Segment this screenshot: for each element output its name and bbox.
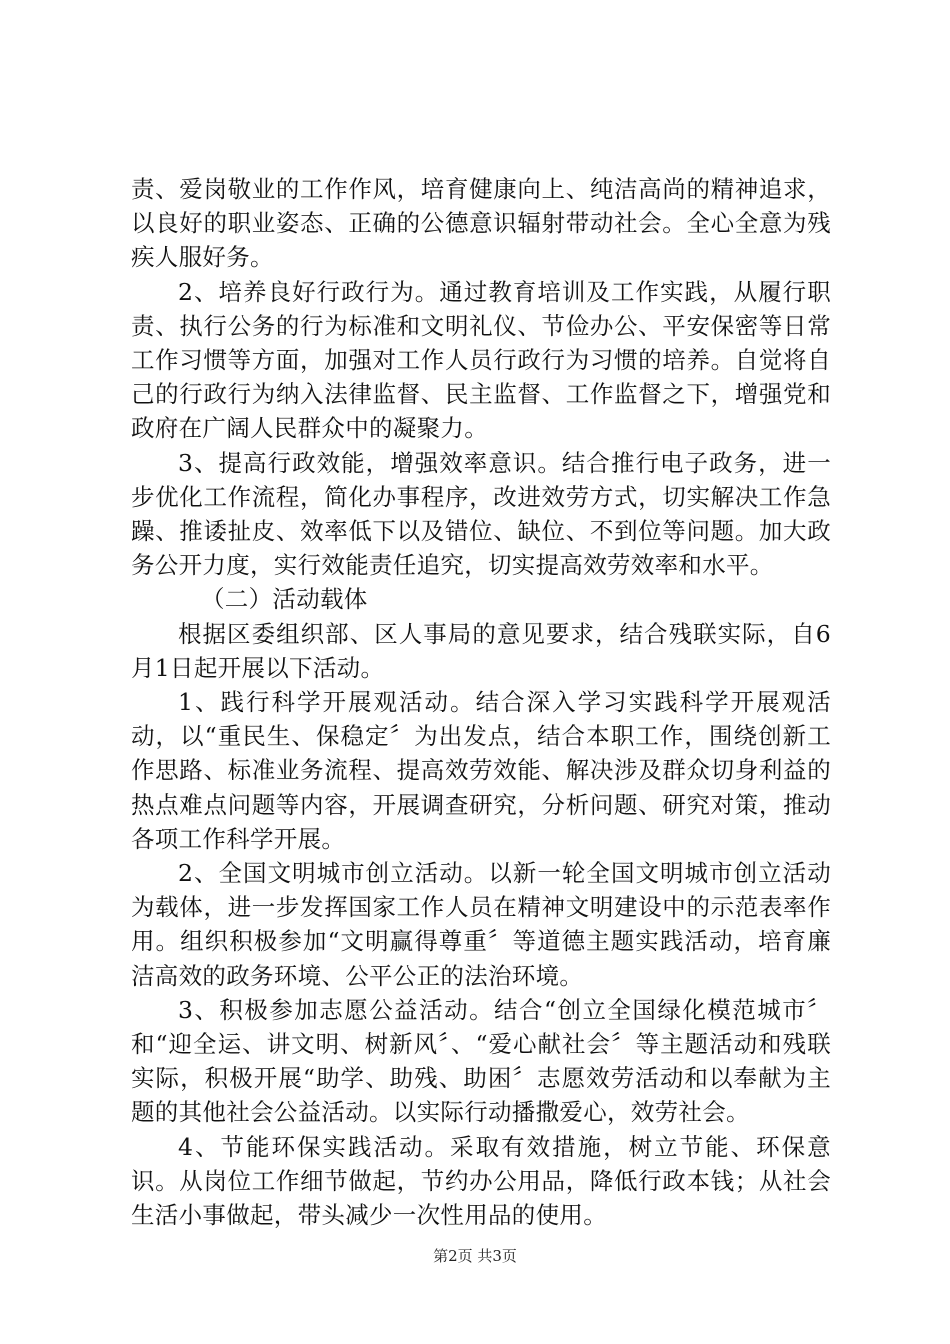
paragraph-item-3-efficiency: 3、提高行政效能，增强效率意识。结合推行电子政务，进一步优化工作流程，简化办事程序，改进效劳方式，切实解决工作急躁、推诿扯皮、效率低下以及错位、缺位、不到位等问题。加大政务公开力度，实行效能责任追究，切实提高效劳效率和水平。 bbox=[131, 448, 831, 580]
paragraph-activity-2: 2、全国文明城市创立活动。以新一轮全国文明城市创立活动为载体，进一步发挥国家工作人员在精神文明建设中的示范表率作用。组织积极参加“文明赢得尊重〞等道德主题实践活动，培育廉洁高效的政务环境、公平公正的法治环境。 bbox=[131, 859, 831, 990]
paragraph-item-2-admin-behavior: 2、培养良好行政行为。通过教育培训及工作实践，从履行职责、执行公务的行为标准和文明礼仪、节俭办公、平安保密等日常工作习惯等方面，加强对工作人员行政行为习惯的培养。自觉将自己的行政行为纳入法律监督、民主监督、工作监督之下，增强党和政府在广阔人民群众中的凝聚力。 bbox=[131, 277, 831, 443]
paragraph-intro: 根据区委组织部、区人事局的意见要求，结合残联实际，自6月1日起开展以下活动。 bbox=[131, 619, 831, 682]
paragraph-activity-3: 3、积极参加志愿公益活动。结合“创立全国绿化模范城市〞和“迎全运、讲文明、树新风〞、“爱心献社会〞等主题活动和残联实际，积极开展“助学、助残、助困〞志愿效劳活动和以奉献为主题的其他社会公益活动。以实际行动播撒爱心，效劳社会。 bbox=[131, 995, 831, 1127]
paragraph-activity-1: 1、践行科学开展观活动。结合深入学习实践科学开展观活动，以“重民生、保稳定〞为出发点，结合本职工作，围绕创新工作思路、标准业务流程、提高效劳效能、解决涉及群众切身利益的热点难点问题等内容，开展调查研究，分析问题、研究对策，推动各项工作科学开展。 bbox=[131, 688, 831, 853]
page-footer: 第2页 共3页 bbox=[433, 1247, 517, 1265]
section-heading-activity-carrier: （二）活动载体 bbox=[201, 585, 368, 614]
document-body bbox=[131, 172, 831, 1232]
paragraph-activity-4: 4、节能环保实践活动。采取有效措施，树立节能、环保意识。从岗位工作细节做起，节约办公用品，降低行政本钱；从社会生活小事做起，带头减少一次性用品的使用。 bbox=[131, 1132, 831, 1230]
paragraph-continuation: 责、爱岗敬业的工作作风，培育健康向上、纯洁高尚的精神追求，以良好的职业姿态、正确的公德意识辐射带动社会。全心全意为残疾人服好务。 bbox=[131, 175, 831, 272]
